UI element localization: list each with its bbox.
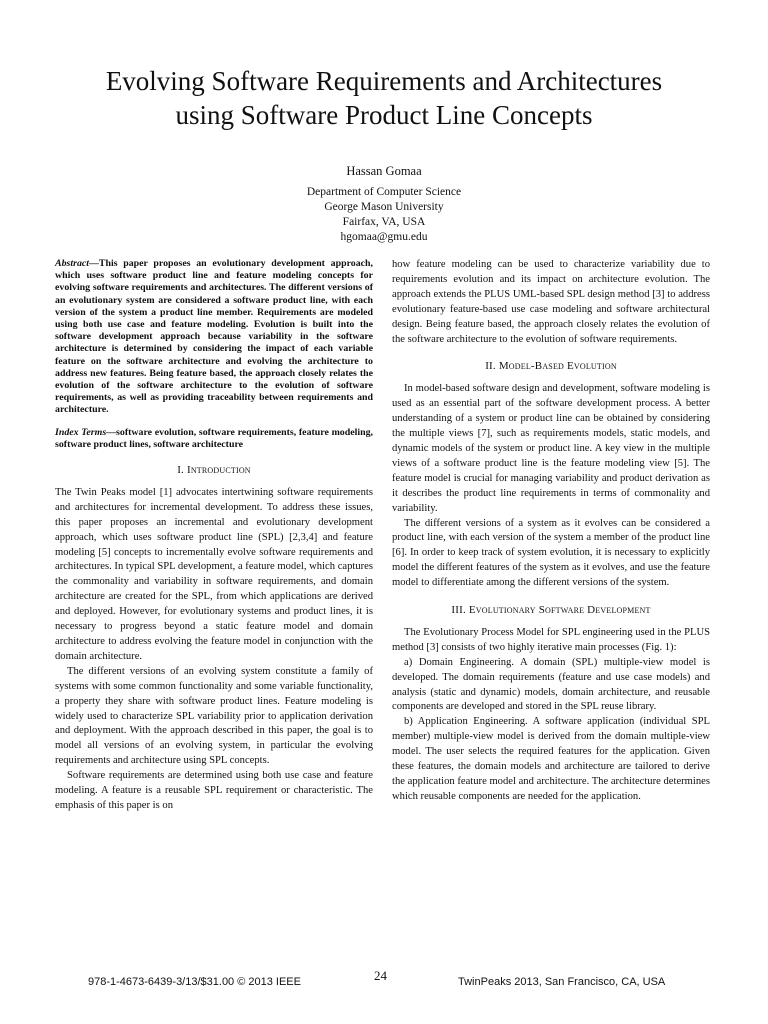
intro-paragraph-3: Software requirements are determined using both use case and feature modeling. A feature is a reusable SPL requirement or characteristic. The emphasis of this paper is on bbox=[55, 770, 373, 811]
evolutionary-paragraph-3: b) Application Engineering. A software application (individual SPL member) multiple-view model is derived from the domain multiple-view model. The user selects the required features for the application. Given these features, the domain models and architecture are tailored to derive the application feature model and architecture. The architecture determines which reusable components are needed for the application. bbox=[392, 716, 710, 802]
section-heading-introduction: I. Introduction bbox=[177, 464, 251, 477]
evolutionary-paragraph-2: a) Domain Engineering. A domain (SPL) multiple-view model is developed. The domain requirements (feature and use case models) and analysis (static and dynamic) models, domain architecture, and reusable components are developed and stored in the SPL reuse library. bbox=[392, 656, 710, 713]
author-email: hgomaa@gmu.edu bbox=[340, 231, 428, 243]
index-terms bbox=[55, 427, 373, 451]
left-column bbox=[55, 258, 373, 814]
right-column bbox=[392, 258, 710, 805]
affiliation-location: Fairfax, VA, USA bbox=[342, 216, 426, 228]
affiliation-university: George Mason University bbox=[324, 201, 444, 213]
paper-title bbox=[40, 64, 728, 132]
model-based-paragraph-2: The different versions of a system as it evolves can be considered a product line, with each version of the system a member of the product line [6]. In order to keep track of system evolution, it is necessary to explicitly model the different features of the system as it evolves, and use the feature model to differentiate among the different versions of the system. bbox=[392, 517, 710, 589]
intro-continuation: how feature modeling can be used to characterize variability due to requirements evolution and its impact on architecture evolution. The approach extends the PLUS UML-based SPL design method [3] to address evolutionary feature-based use case modeling and software architectural design. Being feature based, the approach closely relates the evolution of the software architecture to the evolution of software requirements. bbox=[392, 259, 710, 345]
intro-paragraph-1: The Twin Peaks model [1] advocates intertwining software requirements and architectures for incremental development. To address these issues, this paper proposes an incremental and evolutionary development approach, which uses software product line (SPL) [2,3,4] and feature modeling [5] concepts to incrementally evolve software requirements and architectures. In typical SPL development, a feature model, which captures the commonality and variability in software requirements, and domain architecture are created for the SPL, from which applications are derived and deployed. However, for evolutionary systems and product lines, it is necessary to progress beyond a static feature model and domain architecture to address evolving the feature model in conjunction with the domain architecture. bbox=[55, 486, 373, 662]
intro-paragraph-2: The different versions of an evolving system constitute a family of systems with some common functionality and some variable functionality, a property they share with software product lines. Feature modeling is widely used to characterize SPL variability prior to application derivation and deployment. With the approach described in this paper, the goal is to model all versions of an evolving system, in particular the evolving requirements and architecture using SPL concepts. bbox=[55, 665, 373, 767]
abstract-label: Abstract bbox=[55, 258, 90, 269]
section-heading-evolutionary-development: III. Evolutionary Software Development bbox=[451, 604, 651, 617]
title-line-2: using Software Product Line Concepts bbox=[175, 100, 593, 130]
index-terms-text: —software evolution, software requirements, feature modeling, software product lines, software architecture bbox=[55, 426, 373, 450]
model-based-paragraph-1: In model-based software design and development, software modeling is used as an essential part of the software development process. A better understanding of a system or product line can be obtained by considering the multiple views [7], such as requirements models, static models, and dynamic models of the system or product line. A key view in the multiple views of a software product line is the feature modeling view [5]. The feature model is crucial for managing variability and product derivation as it describes the product line requirements in terms of commonality and variability. bbox=[392, 383, 710, 514]
abstract bbox=[55, 258, 373, 417]
affiliation-block bbox=[0, 185, 768, 245]
abstract-text: —This paper proposes an evolutionary development approach, which uses software product line and feature modeling concepts for evolving software requirements and architectures. The different versions of an evolutionary system are considered a software product line, with each version of the system a product line member. Requirements are modeled using both use case and feature modeling. Evolution is built into the software development approach because variability in the software architecture is determined by considering the impact of each variable feature on the software architecture and evolving the architecture to address new features. Being feature based, the approach closely relates the evolution of the software architecture to the evolution of software requirements, as well as providing traceability between requirements and architecture. bbox=[55, 258, 373, 416]
author-name: Hassan Gomaa bbox=[346, 164, 422, 178]
index-terms-label: Index Terms bbox=[55, 426, 107, 438]
section-heading-model-based-evolution: II. Model-Based Evolution bbox=[485, 360, 617, 373]
title-line-1: Evolving Software Requirements and Architectures bbox=[105, 66, 663, 96]
affiliation-department: Department of Computer Science bbox=[306, 186, 462, 198]
footer-isbn: 978-1-4673-6439-3/13/$31.00 © 2013 IEEE bbox=[88, 976, 301, 988]
evolutionary-paragraph-1: The Evolutionary Process Model for SPL engineering used in the PLUS method [3] consists of two highly iterative main processes (Fig. 1): bbox=[392, 626, 710, 653]
footer-venue: TwinPeaks 2013, San Francisco, CA, USA bbox=[458, 976, 666, 988]
page-number: 24 bbox=[374, 968, 387, 983]
